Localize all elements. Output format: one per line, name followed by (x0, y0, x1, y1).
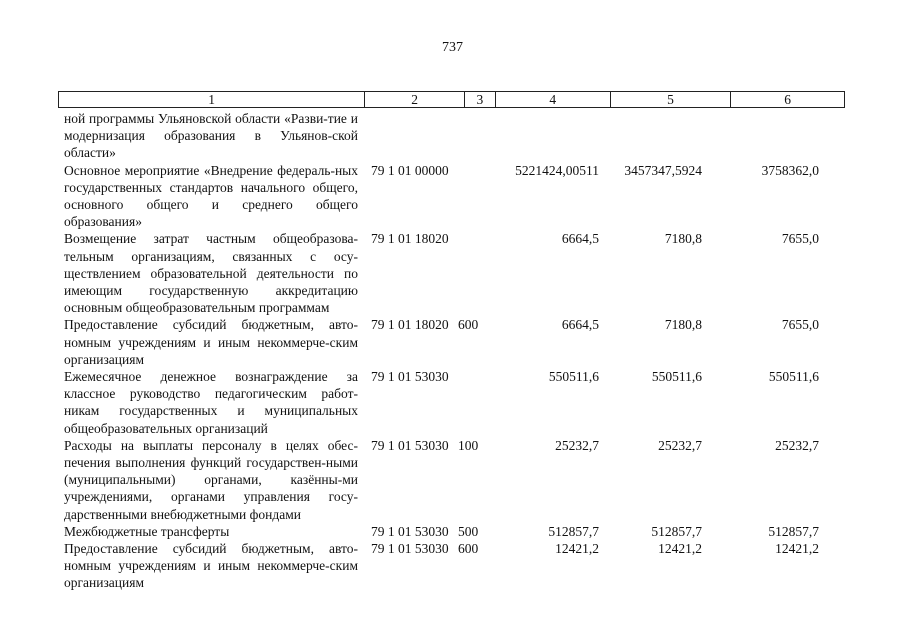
table-row (64, 368, 854, 437)
row-name: Возмещение затрат частным общеобразова-тельным организациям, связанных с осу-ществлением образовательной деятельности по имеющим государственную аккредитацию основным общеобразовательным программам (64, 231, 358, 316)
row-vr (458, 368, 494, 437)
page-number: 737 (442, 40, 463, 55)
row-value-2: 550511,6 (651, 369, 702, 385)
table-body (64, 110, 854, 592)
row-value-2: 7180,8 (664, 317, 702, 333)
row-value-1: 25232,7 (555, 437, 599, 453)
row-value-3: 25232,7 (775, 437, 819, 453)
row-code: 79 1 01 18020 (371, 231, 449, 247)
row-vr (458, 230, 494, 316)
table-row (64, 540, 854, 592)
row-code: 79 1 01 53030 (371, 523, 449, 539)
row-name: Ежемесячное денежное вознаграждение за классное руководство педагогическим работ-никам государственных и муниципальных общеобразовательных организаций (64, 369, 358, 436)
row-code: 79 1 01 53030 (371, 541, 449, 557)
row-value-3: 7655,0 (781, 231, 819, 247)
row-code: 79 1 01 18020 (371, 317, 449, 333)
row-value-3: 12421,2 (775, 541, 819, 557)
row-code: 79 1 01 53030 (371, 369, 449, 385)
row-code (358, 110, 458, 162)
row-vr: 600 (458, 541, 479, 557)
row-value-2 (609, 110, 730, 162)
table-row (64, 523, 854, 540)
row-vr (458, 110, 494, 162)
row-name: ной программы Ульяновской области «Разви-тие и модернизация образования в Ульянов-ской области» (64, 111, 358, 161)
row-name: Предоставление субсидий бюджетным, авто-номным учреждениям и иным некоммерче-ским организациям (64, 317, 358, 367)
row-value-2: 12421,2 (658, 541, 702, 557)
row-value-1: 512857,7 (548, 523, 599, 539)
table-row (64, 162, 854, 231)
row-value-1: 6664,5 (561, 317, 599, 333)
header-col-6: 6 (784, 92, 792, 107)
row-value-1: 550511,6 (548, 369, 599, 385)
header-col-4: 4 (496, 92, 611, 107)
row-vr: 500 (458, 523, 479, 539)
header-col-1: 1 (59, 92, 365, 107)
row-value-2: 7180,8 (664, 231, 702, 247)
row-value-1: 6664,5 (561, 231, 599, 247)
row-code: 79 1 01 53030 (371, 437, 449, 453)
table-row (64, 230, 854, 316)
row-value-3: 550511,6 (768, 369, 819, 385)
table-row (64, 316, 854, 368)
table-row (64, 437, 854, 523)
row-vr: 600 (458, 317, 479, 333)
row-value-1 (494, 110, 609, 162)
row-name: Предоставление субсидий бюджетным, авто-номным учреждениям и иным некоммерче-ским организациям (64, 541, 358, 591)
row-value-1: 12421,2 (555, 541, 599, 557)
row-vr: 100 (458, 437, 479, 453)
row-value-3 (730, 110, 842, 162)
header-col-3: 3 (465, 92, 496, 107)
row-value-2: 3457347,5924 (624, 162, 702, 178)
row-value-2: 512857,7 (651, 523, 702, 539)
table-header (58, 91, 845, 108)
row-value-3: 512857,7 (768, 523, 819, 539)
row-name: Расходы на выплаты персоналу в целях обес-печения выполнения функций государствен-ными (муниципальными) органами, казённы-ми учреждениями, органами управления госу-дарственными внебюджетными фондами (64, 437, 358, 522)
row-value-3: 7655,0 (781, 317, 819, 333)
header-col-5: 5 (611, 92, 732, 107)
row-value-3: 3758362,0 (761, 162, 819, 178)
table-row (64, 110, 854, 162)
header-col-2: 2 (365, 92, 465, 107)
row-code: 79 1 01 00000 (371, 162, 449, 178)
row-name: Основное мероприятие «Внедрение федераль-ных государственных стандартов начального общего, основного общего и среднего общего образования» (64, 162, 358, 230)
row-value-1: 5221424,00511 (515, 162, 599, 178)
row-value-2: 25232,7 (658, 437, 702, 453)
row-name: Межбюджетные трансферты (64, 523, 230, 539)
row-vr (458, 162, 494, 231)
